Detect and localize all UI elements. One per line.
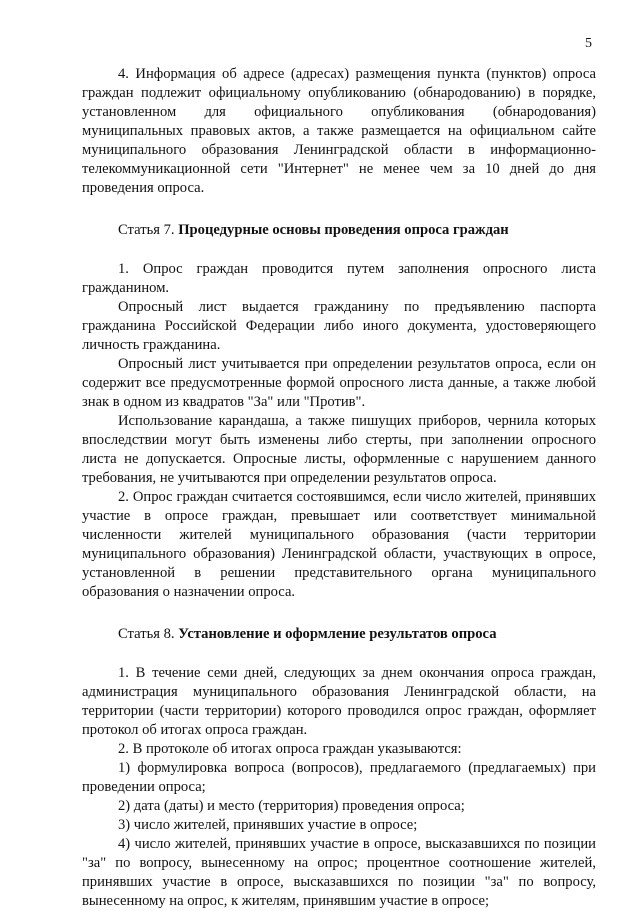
article7-paragraph: Использование карандаша, а также пишущих приборов, чернила которых впоследствии могут быть изменены либо стерты, при заполнении опросного листа не допускается. Опросные листы, оформленные с нарушением данного требования, не учитываются при определении результатов опроса. — [82, 413, 596, 486]
article7-paragraph: Опросный лист учитывается при определении результатов опроса, если он содержит все предусмотренные формой опросного листа данные, а также любой знак в одном из квадратов "За" или "Против". — [82, 356, 596, 410]
article8-list-item: 4) число жителей, принявших участие в опросе, высказавшихся по позиции "за" по вопросу, вынесенному на опрос; процентное соотношение жителей, принявших участие в опросе, высказавшихся по позиции "за" по вопросу, вынесенному на опрос, к жителям, принявшим участие в опросе; — [82, 836, 596, 909]
article8-list-item: 3) число жителей, принявших участие в опросе; — [118, 817, 418, 833]
article7-heading — [82, 221, 596, 240]
article8-list-item: 1) формулировка вопроса (вопросов), предлагаемого (предлагаемых) при проведении опроса; — [82, 760, 596, 795]
article7-prefix: Статья 7. — [118, 222, 175, 238]
article7-paragraph: Опросный лист выдается гражданину по предъявлению паспорта гражданина Российской Федерации либо иного документа, удостоверяющего личность гражданина. — [82, 299, 596, 353]
article8-paragraph: 2. В протоколе об итогах опроса граждан указываются: — [118, 741, 462, 757]
article8-heading — [82, 625, 596, 644]
article8-title: Установление и оформление результатов опроса — [178, 626, 497, 642]
article7-paragraph: 2. Опрос граждан считается состоявшимся, если число жителей, принявших участие в опросе граждан, превышает или соответствует минимальной численности жителей муниципального образования (части территории муниципального образования) Ленинградской области, участвующих в опросе, установленной в решении представительного органа муниципального образования о назначении опроса. — [82, 489, 596, 600]
page-number: 5 — [585, 36, 592, 51]
article8-list-item: 2) дата (даты) и место (территория) проведения опроса; — [118, 798, 465, 814]
article7-paragraph: 1. Опрос граждан проводится путем заполнения опросного листа гражданином. — [82, 261, 596, 296]
article8-paragraph: 1. В течение семи дней, следующих за днем окончания опроса граждан, администрация муниципального образования Ленинградской области, на территории (части территории) которого проводился опрос граждан, оформляет протокол об итогах опроса граждан. — [82, 665, 596, 738]
article7-title: Процедурные основы проведения опроса граждан — [178, 222, 509, 238]
document-body — [82, 65, 596, 911]
article6-paragraph-4: 4. Информация об адресе (адресах) размещения пункта (пунктов) опроса граждан подлежит официальному опубликованию (обнародованию) в порядке, установленном для официального опубликования (обнародования) муниципальных правовых актов, а также размещается на официальном сайте муниципального образования Ленинградской области в информационно-телекоммуникационной сети "Интернет" не менее чем за 10 дней до дня проведения опроса. — [82, 66, 596, 196]
article8-prefix: Статья 8. — [118, 626, 175, 642]
